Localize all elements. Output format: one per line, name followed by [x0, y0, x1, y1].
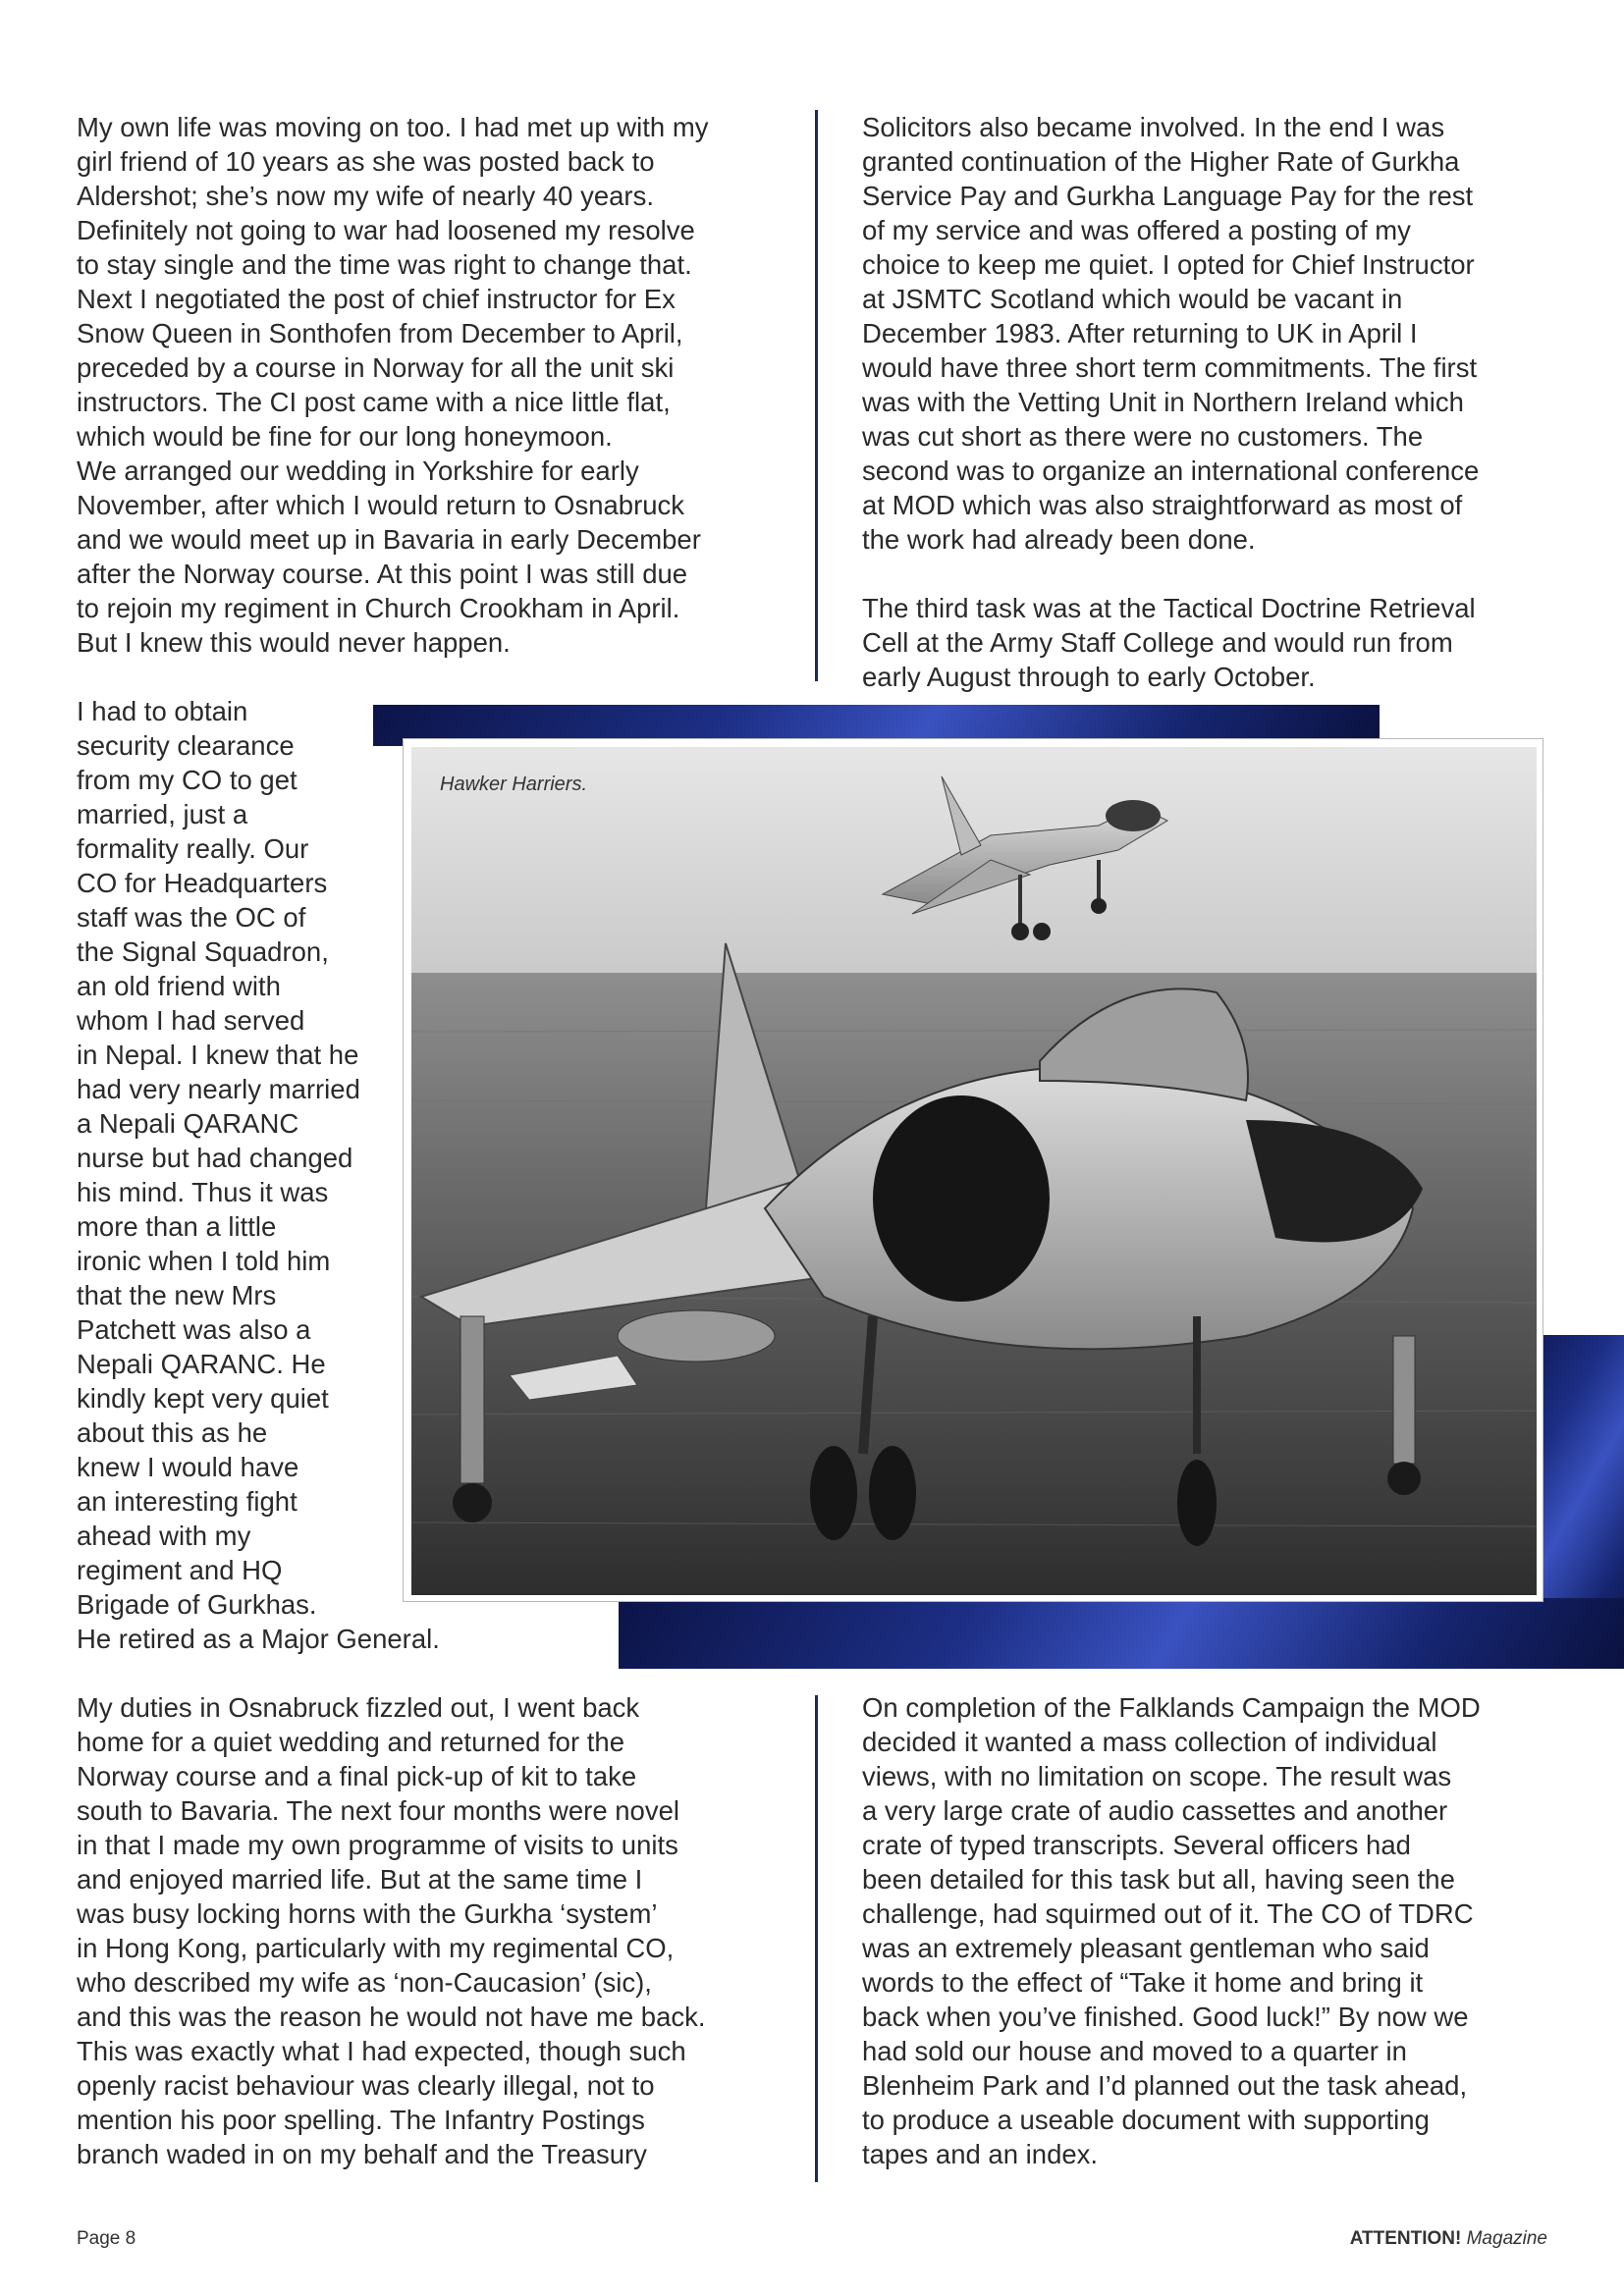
text-line: views, with no limitation on scope. The result was [862, 1761, 1452, 1791]
text-line: My own life was moving on too. I had met up with my [77, 112, 709, 142]
text-line: to produce a useable document with supporting [862, 2105, 1430, 2135]
text-line: who described my wife as ‘non-Caucasion’ (sic), [77, 1967, 652, 1998]
paragraph [77, 110, 784, 660]
article-column-top-left [77, 110, 784, 660]
text-line: Cell at the Army Staff College and would run from [862, 627, 1453, 658]
text-line: Nepali QARANC. He [77, 1349, 326, 1379]
magazine-name-italic: Magazine [1466, 2228, 1547, 2249]
text-line: whom I had served [77, 1005, 305, 1036]
article-column-top-right [862, 110, 1569, 694]
text-line: girl friend of 10 years as she was posted back to [77, 146, 655, 177]
article-column-bottom-right [862, 1690, 1569, 2171]
text-line: more than a little [77, 1211, 277, 1242]
text-line: that the new Mrs [77, 1280, 277, 1310]
text-line: Snow Queen in Sonthofen from December to April, [77, 318, 683, 348]
text-line: would have three short term commitments. The first [862, 352, 1478, 383]
text-line: was with the Vetting Unit in Northern Ireland which [862, 387, 1464, 417]
text-line: home for a quiet wedding and returned for the [77, 1727, 625, 1757]
text-line: was cut short as there were no customers. The [862, 421, 1424, 452]
text-line: On completion of the Falklands Campaign the MOD [862, 1692, 1481, 1723]
text-line: The third task was at the Tactical Doctrine Retrieval [862, 593, 1476, 623]
text-line: an old friend with [77, 971, 281, 1001]
text-line: of my service and was offered a posting of my [862, 215, 1411, 245]
text-line: Aldershot; she’s now my wife of nearly 40 years. [77, 181, 654, 211]
text-line: knew I would have [77, 1452, 299, 1482]
paragraph [862, 591, 1569, 694]
text-line: But I knew this would never happen. [77, 627, 511, 658]
text-line: choice to keep me quiet. I opted for Chief Instructor [862, 249, 1475, 280]
text-line: Blenheim Park and I’d planned out the task ahead, [862, 2070, 1468, 2101]
text-line: his mind. Thus it was [77, 1177, 329, 1207]
text-line: had sold our house and moved to a quarter in [862, 2036, 1407, 2066]
text-line: staff was the OC of [77, 902, 306, 933]
text-line: I had to obtain [77, 696, 248, 726]
text-line: branch waded in on my behalf and the Treasury [77, 2139, 647, 2169]
text-line: This was exactly what I had expected, though such [77, 2036, 686, 2066]
text-line: in Nepal. I knew that he [77, 1040, 359, 1070]
text-line: My duties in Osnabruck fizzled out, I went back [77, 1692, 640, 1723]
text-line: openly racist behaviour was clearly illegal, not to [77, 2070, 655, 2101]
text-line: from my CO to get [77, 765, 298, 795]
paragraph [77, 694, 460, 1656]
text-line: Next I negotiated the post of chief instructor for Ex [77, 284, 676, 314]
paragraph [77, 1690, 784, 2171]
text-line: been detailed for this task but all, having seen the [862, 1864, 1455, 1895]
text-line: to stay single and the time was right to change that. [77, 249, 692, 280]
text-line: had very nearly married [77, 1074, 360, 1104]
text-line: CO for Headquarters [77, 868, 328, 898]
text-line: security clearance [77, 730, 295, 761]
text-line: the Signal Squadron, [77, 936, 329, 967]
text-line: crate of typed transcripts. Several officers had [862, 1830, 1411, 1860]
text-line: south to Bavaria. The next four months were novel [77, 1795, 679, 1826]
text-line: and this was the reason he would not have me back. [77, 2002, 706, 2032]
text-line: preceded by a course in Norway for all the unit ski [77, 352, 675, 383]
text-line: early August through to early October. [862, 662, 1316, 692]
text-line: married, just a [77, 799, 248, 829]
text-line: November, after which I would return to Osnabruck [77, 490, 685, 520]
text-line: and we would meet up in Bavaria in early December [77, 524, 701, 555]
text-line: after the Norway course. At this point I was still due [77, 559, 688, 589]
text-line: at MOD which was also straightforward as most of [862, 490, 1463, 520]
decorative-band [619, 1598, 1624, 1669]
text-line: a Nepali QARANC [77, 1108, 299, 1139]
text-line: instructors. The CI post came with a nice little flat, [77, 387, 671, 417]
text-line: nurse but had changed [77, 1143, 353, 1173]
text-line: regiment and HQ [77, 1555, 283, 1585]
magazine-name [1350, 2228, 1547, 2250]
text-line: We arranged our wedding in Yorkshire for early [77, 455, 639, 486]
text-line: December 1983. After returning to UK in April I [862, 318, 1418, 348]
text-line: ahead with my [77, 1521, 251, 1551]
column-divider [815, 1695, 818, 2182]
text-line: kindly kept very quiet [77, 1383, 329, 1414]
text-line: He retired as a Major General. [77, 1624, 440, 1654]
text-line: which would be fine for our long honeymoon. [77, 421, 613, 452]
text-line: was an extremely pleasant gentleman who said [862, 1933, 1430, 1963]
text-line: Service Pay and Gurkha Language Pay for the rest [862, 181, 1474, 211]
magazine-name-bold: ATTENTION! [1349, 2228, 1462, 2249]
text-line: about this as he [77, 1417, 268, 1448]
text-line: tapes and an index. [862, 2139, 1099, 2169]
paragraph [862, 110, 1569, 557]
harrier-photo-image [411, 747, 1537, 1595]
text-line: Solicitors also became involved. In the end I was [862, 112, 1445, 142]
text-line: second was to organize an international conference [862, 455, 1480, 486]
article-column-narrow-left [77, 694, 460, 1656]
text-line: mention his poor spelling. The Infantry Postings [77, 2105, 645, 2135]
text-line: Patchett was also a [77, 1314, 311, 1345]
text-line: Norway course and a final pick-up of kit to take [77, 1761, 637, 1791]
text-line: Definitely not going to war had loosened my resolve [77, 215, 695, 245]
column-divider [815, 110, 818, 681]
text-line: a very large crate of audio cassettes and another [862, 1795, 1448, 1826]
text-line: was busy locking horns with the Gurkha ‘system’ [77, 1898, 658, 1929]
harrier-photo [403, 738, 1543, 1602]
text-line: an interesting fight [77, 1486, 298, 1517]
text-line: in that I made my own programme of visits to units [77, 1830, 678, 1860]
paragraph [862, 1690, 1569, 2171]
article-column-bottom-left [77, 1690, 784, 2171]
text-line: formality really. Our [77, 833, 309, 864]
text-line: Brigade of Gurkhas. [77, 1589, 317, 1620]
text-line: at JSMTC Scotland which would be vacant in [862, 284, 1403, 314]
text-line: ironic when I told him [77, 1246, 331, 1276]
text-line: to rejoin my regiment in Church Crookham in April. [77, 593, 680, 623]
text-line: words to the effect of “Take it home and bring it [862, 1967, 1424, 1998]
text-line: challenge, had squirmed out of it. The CO of TDRC [862, 1898, 1474, 1929]
text-line: and enjoyed married life. But at the same time I [77, 1864, 643, 1895]
page-number: Page 8 [77, 2228, 136, 2249]
text-line: granted continuation of the Higher Rate of Gurkha [862, 146, 1460, 177]
photo-caption: Hawker Harriers. [440, 774, 588, 795]
text-line: back when you’ve finished. Good luck!” By now we [862, 2002, 1469, 2032]
text-line: decided it wanted a mass collection of individual [862, 1727, 1437, 1757]
text-line: in Hong Kong, particularly with my regimental CO, [77, 1933, 675, 1963]
text-line: the work had already been done. [862, 524, 1256, 555]
